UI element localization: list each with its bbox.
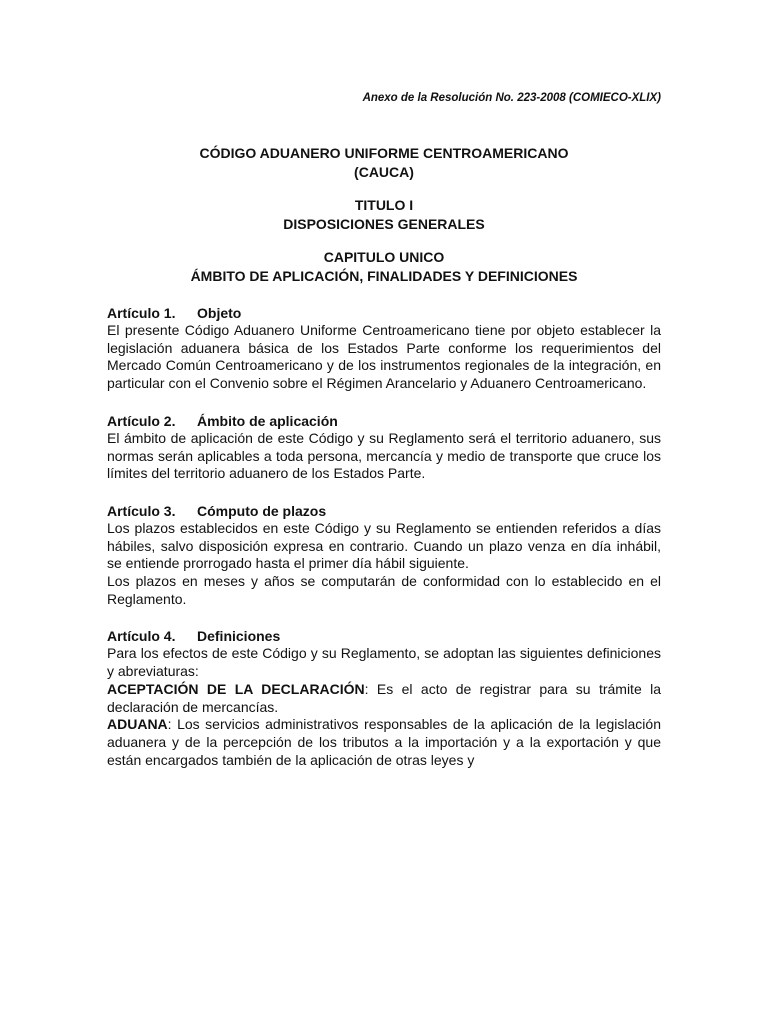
article-2-heading: [107, 412, 661, 430]
article-name: Cómputo de plazos: [197, 502, 327, 519]
article-3-paragraph-2: Los plazos en meses y años se computarán de conformidad con lo establecido en el Reglamento.: [107, 573, 661, 607]
definition-term: ADUANA: [107, 716, 168, 733]
definition-aceptacion: [107, 681, 661, 716]
code-title: CÓDIGO ADUANERO UNIFORME CENTROAMERICANO: [199, 145, 569, 161]
capitulo-name: ÁMBITO DE APLICACIÓN, FINALIDADES Y DEFINICIONES: [190, 268, 578, 284]
definition-text: : Es el acto de registrar para su trámite la declaración de mercancías.: [107, 680, 661, 715]
code-acronym: (CAUCA): [354, 164, 414, 180]
titulo-name: DISPOSICIONES GENERALES: [283, 216, 485, 232]
article-3-paragraph-1: Los plazos establecidos en este Código y su Reglamento se entienden referidos a días hábiles, salvo disposición expresa en contrario. Cuando un plazo venza en día inhábil, se entiende prorrogado hasta el primer día hábil siguiente.: [107, 519, 661, 572]
article-name: Objeto: [197, 305, 242, 321]
article-name: Ámbito de aplicación: [197, 412, 338, 429]
article-number: Artículo 3.: [107, 502, 176, 519]
article-number: Artículo 4.: [107, 628, 176, 645]
article-4-paragraph: Para los efectos de este Código y su Reglamento, se adoptan las siguientes definiciones y abreviaturas:: [107, 645, 661, 680]
definition-term: ACEPTACIÓN DE LA DECLARACIÓN: [107, 680, 365, 697]
capitulo-number: CAPITULO UNICO: [323, 249, 445, 265]
article-number: Artículo 1.: [107, 305, 176, 321]
definition-aduana: [107, 716, 661, 769]
article-1-paragraph: El presente Código Aduanero Uniforme Centroamericano tiene por objeto establecer la legislación aduanera básica de los Estados Parte conforme los requerimientos del Mercado Común Centroamericano y de los instrumentos regionales de la integración, en particular con el Convenio sobre el Régimen Arancelario y Aduanero Centroamericano.: [107, 322, 661, 392]
titulo-number: TITULO I: [354, 197, 414, 213]
annex-reference: Anexo de la Resolución No. 223-2008 (COMIECO-XLIX): [362, 92, 661, 104]
article-2-paragraph: El ámbito de aplicación de este Código y su Reglamento será el territorio aduanero, sus normas serán aplicables a toda persona, mercancía y medio de transporte que cruce los límites del territorio aduanero de los Estados Parte.: [107, 429, 661, 482]
article-number: Artículo 2.: [107, 412, 176, 429]
article-name: Definiciones: [197, 628, 281, 645]
article-4-heading: [107, 627, 661, 645]
definition-text: : Los servicios administrativos responsables de la aplicación de la legislación aduanera y de la percepción de los tributos a la importación y a la exportación y que están encargados también de la aplicación de otras leyes y: [107, 716, 661, 768]
article-1-heading: [107, 304, 661, 322]
article-3-heading: [107, 502, 661, 520]
